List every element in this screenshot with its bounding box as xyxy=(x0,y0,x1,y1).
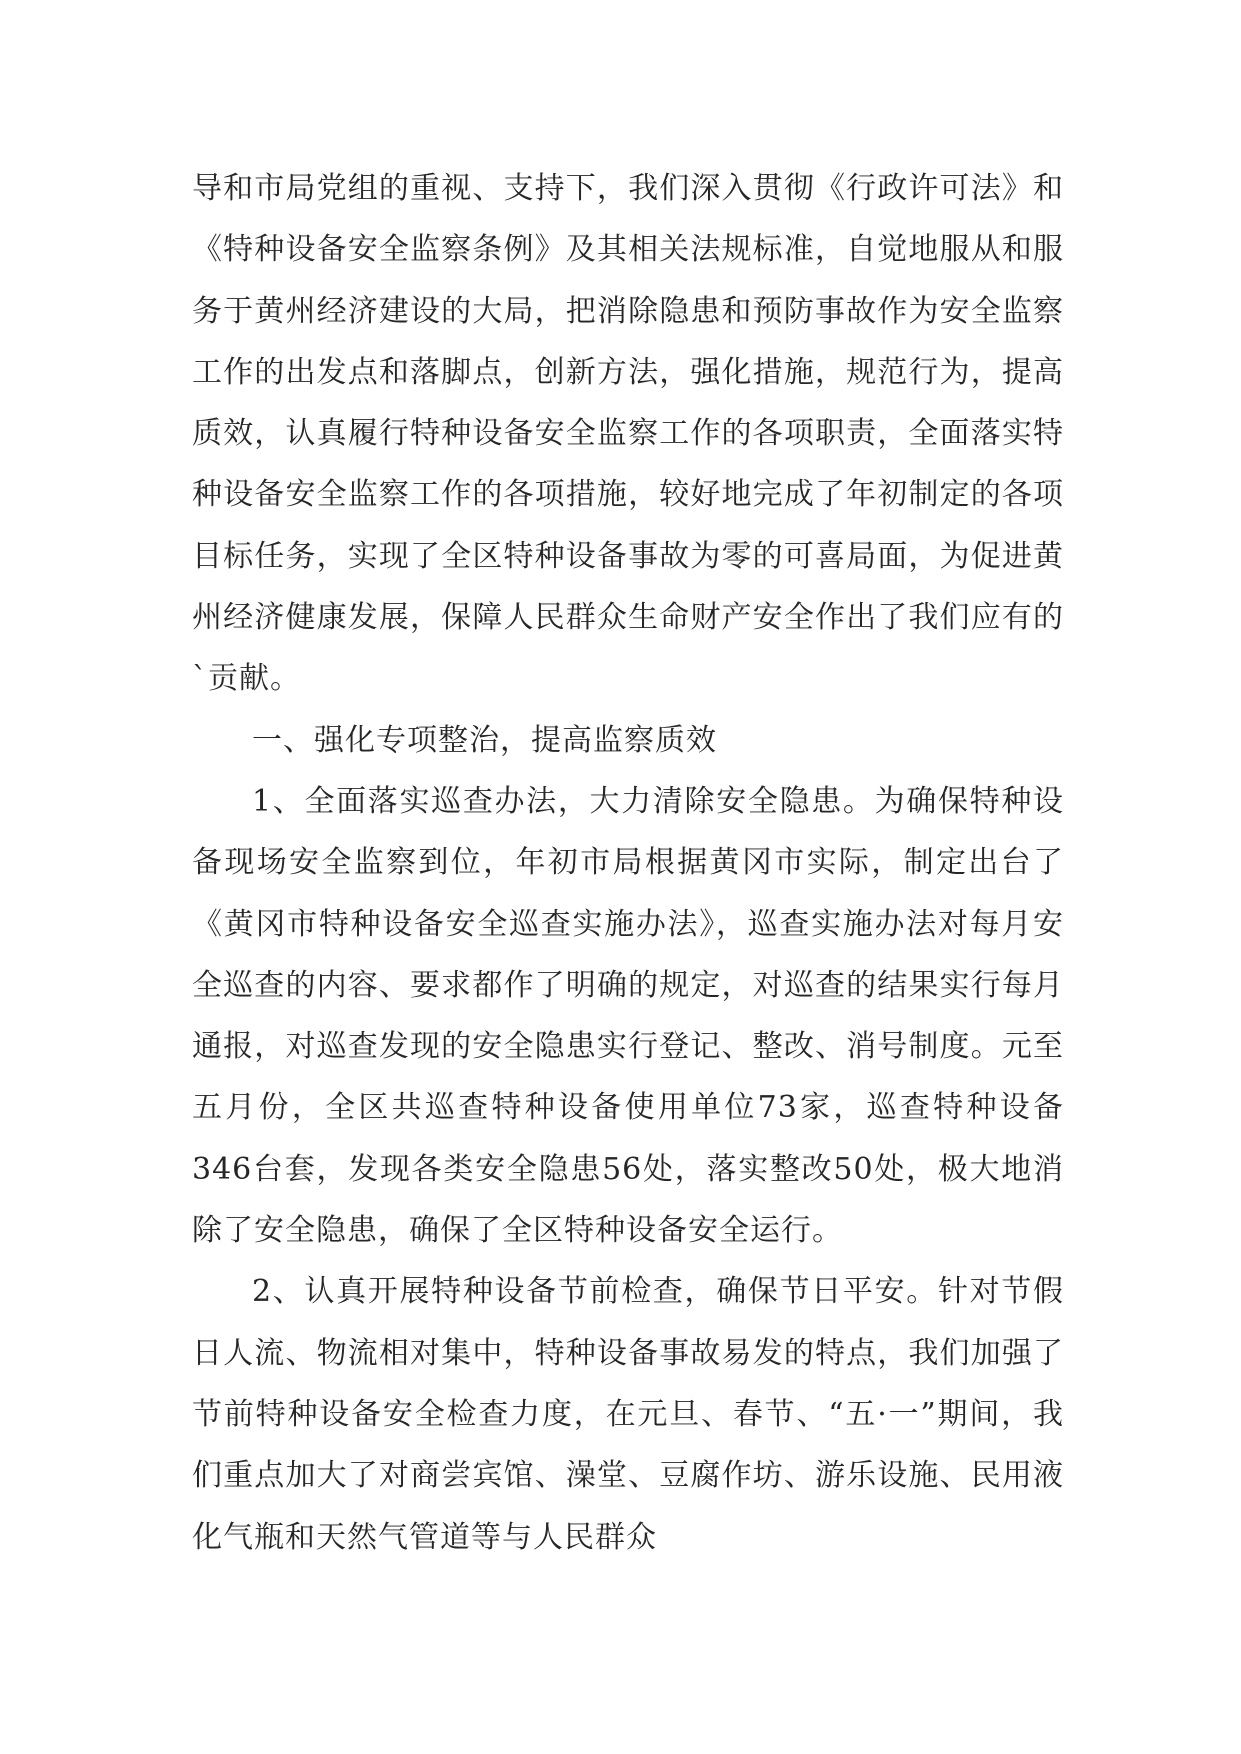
section-one-heading: 一、强化专项整治，提高监察质效 xyxy=(252,722,717,758)
paragraph-intro-continued: 导和市局党组的重视、支持下，我们深入贯彻《行政许可法》和《特种设备安全监察条例》及其相关法规标准，自觉地服从和服务于黄州经济建设的大局，把消除隐患和预防事故作为安全监察工作的出发点和落脚点，创新方法，强化措施，规范行为，提高质效，认真履行特种设备安全监察工作的各项职责，全面落实特种设备安全监察工作的各项措施，较好地完成了年初制定的各项目标任务，实现了全区特种设备事故为零的可喜局面，为促进黄州经济健康发展，保障人民群众生命财产安全作出了我们应有的`贡献。 xyxy=(192,171,1064,697)
paragraph-item-one: 1、全面落实巡查办法，大力清除安全隐患。为确保特种设备现场安全监察到位，年初市局根据黄冈市实际，制定出台了《黄冈市特种设备安全巡查实施办法》，巡查实施办法对每月安全巡查的内容、要求都作了明确的规定，对巡查的结果实行每月通报，对巡查发现的安全隐患实行登记、整改、消号制度。元至五月份，全区共巡查特种设备使用单位73家，巡查特种设备346台套，发现各类安全隐患56处，落实整改50处，极大地消除了安全隐患，确保了全区特种设备安全运行。 xyxy=(192,783,1064,1249)
paragraph-item-two: 2、认真开展特种设备节前检查，确保节日平安。针对节假日人流、物流相对集中，特种设备事故易发的特点，我们加强了节前特种设备安全检查力度，在元旦、春节、“五·一”期间，我们重点加大了对商尝宾馆、澡堂、豆腐作坊、游乐设施、民用液化气瓶和天然气管道等与人民群众 xyxy=(192,1274,1064,1555)
document-body xyxy=(192,158,1064,1568)
